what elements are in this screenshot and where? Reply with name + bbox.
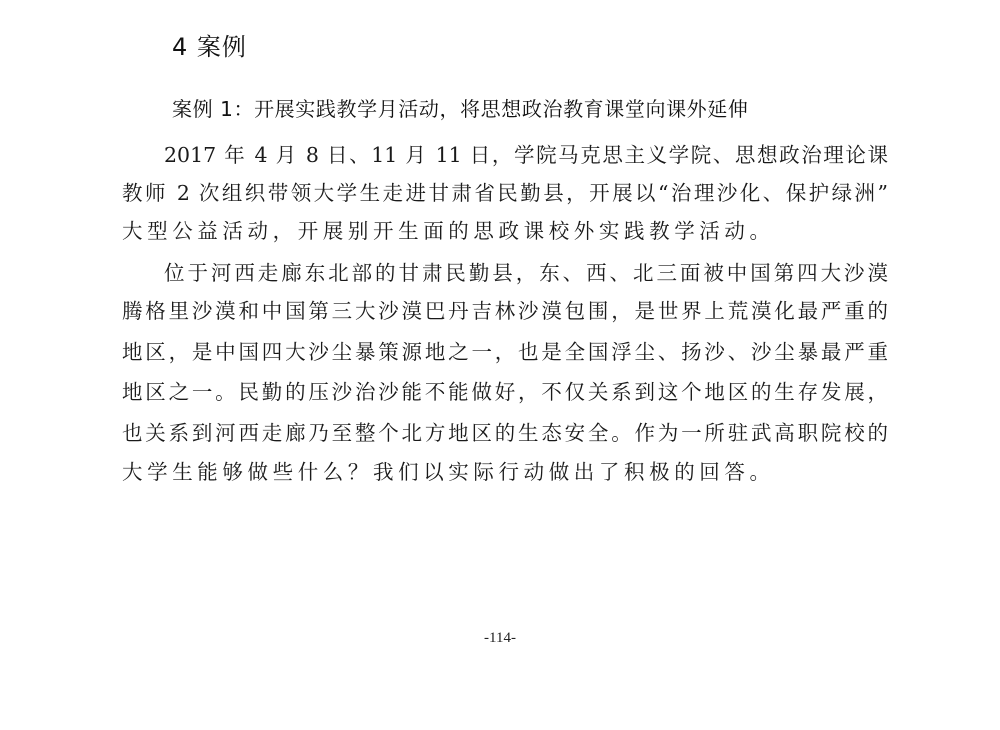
paragraph-line: 大学生能够做些什么？我们以实际行动做出了积极的回答。 xyxy=(122,460,775,484)
paragraph-line: 也关系到河西走廊乃至整个北方地区的生态安全。作为一所驻武高职院校的 xyxy=(122,421,888,445)
paragraph-line: 位于河西走廊东北部的甘肃民勤县，东、西、北三面被中国第四大沙漠 xyxy=(164,261,888,285)
case-title: 案例 1：开展实践教学月活动，将思想政治教育课堂向课外延伸 xyxy=(172,97,749,121)
paragraph-line: 地区之一。民勤的压沙治沙能不能做好，不仅关系到这个地区的生存发展， xyxy=(122,380,888,404)
paragraph-line: 腾格里沙漠和中国第三大沙漠巴丹吉林沙漠包围，是世界上荒漠化最严重的 xyxy=(122,299,888,323)
paragraph-line: 2017 年 4 月 8 日、11 月 11 日，学院马克思主义学院、思想政治理论课 xyxy=(164,143,888,167)
paragraph-line: 地区，是中国四大沙尘暴策源地之一，也是全国浮尘、扬沙、沙尘暴最严重 xyxy=(122,340,888,364)
page-number: -114- xyxy=(484,630,516,646)
paragraph-line: 教师 2 次组织带领大学生走进甘肃省民勤县，开展以“治理沙化、保护绿洲” xyxy=(122,181,888,205)
paragraph-line: 大型公益活动，开展别开生面的思政课校外实践教学活动。 xyxy=(122,219,775,243)
section-heading: 4 案例 xyxy=(172,33,247,61)
